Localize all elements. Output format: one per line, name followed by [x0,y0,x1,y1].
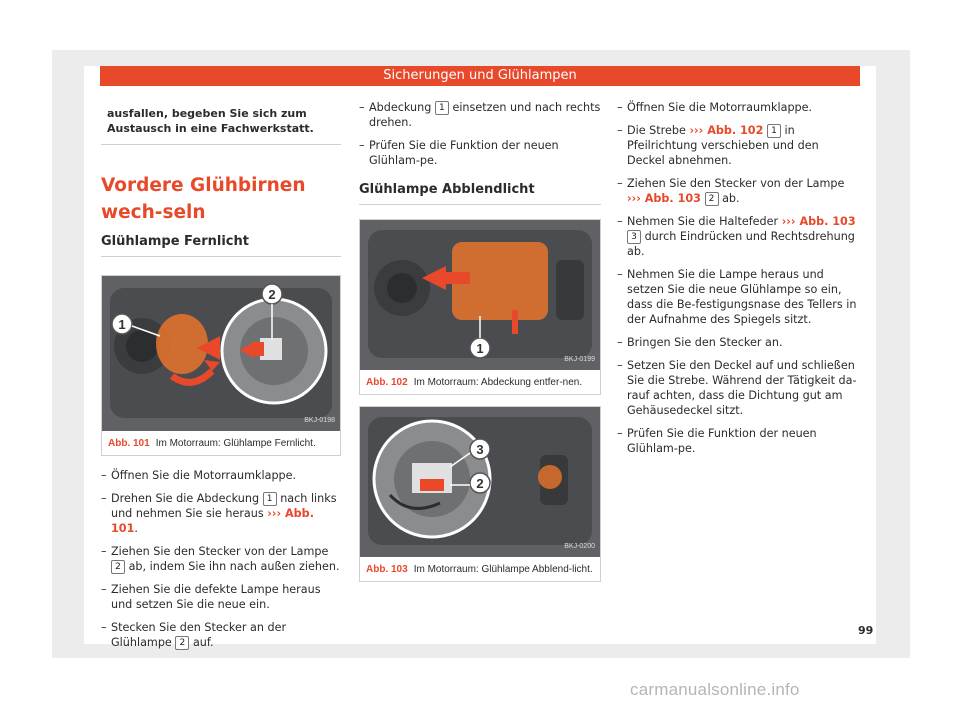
callout-number: 1 [263,492,277,506]
column-2 [359,100,601,582]
list-item: – Nehmen Sie die Haltefeder ››› Abb. 103 3 durch Eindrücken und Rechtsdrehung ab. [617,214,859,259]
figure-caption [360,370,600,394]
callout-number: 2 [705,192,719,206]
figure-ref-link[interactable]: ››› Abb. 103 [781,215,856,228]
list-item: – Die Strebe ››› Abb. 102 1 in Pfeilrichtung verschieben und den Deckel abnehmen. [617,123,859,168]
list-item: – Setzen Sie den Deckel auf und schließen Sie die Strebe. Während der Tätigkeit da-rauf achten, dass die Dichtung gut am Gehäusedeckel sitzt. [617,358,859,418]
figure-101-image [102,276,340,431]
list-item: – Prüfen Sie die Funktion der neuen Glühlam-pe. [617,426,859,456]
list-item: – Ziehen Sie den Stecker von der Lampe ››› Abb. 103 2 ab. [617,176,859,206]
figure-caption-text: Im Motorraum: Abdeckung entfer-nen. [413,377,583,388]
steps-list-3 [617,100,859,456]
figure-caption-text: Im Motorraum: Glühlampe Fernlicht. [155,438,316,449]
list-item: – Öffnen Sie die Motorraumklappe. [101,468,341,483]
figure-number: Abb. 101 [108,438,150,449]
callout-1: 1 [118,317,126,332]
callout-1: 1 [476,341,484,356]
figure-101 [101,275,341,456]
figure-number: Abb. 103 [366,564,408,575]
figure-102 [359,219,601,395]
figure-number: Abb. 102 [366,377,408,388]
list-item: – Stecken Sie den Stecker an der Glühlampe 2 auf. [101,620,341,650]
list-item: – Prüfen Sie die Funktion der neuen Glühlam-pe. [359,138,601,168]
callout-number: 2 [111,560,125,574]
subheading-abblendlicht: Glühlampe Abblendlicht [359,182,601,205]
callout-number: 1 [435,101,449,115]
column-3 [617,100,859,464]
figure-code: BKJ-0199 [564,356,595,363]
list-item: – Ziehen Sie den Stecker von der Lampe 2 ab, indem Sie ihn nach außen ziehen. [101,544,341,574]
steps-list-2 [359,100,601,168]
callout-3: 3 [476,442,484,457]
callout-2: 2 [268,287,276,302]
figure-caption [102,431,340,455]
headlamp-fernlicht-illustration [102,276,340,431]
callout-number: 2 [175,636,189,650]
list-item: – Abdeckung 1 einsetzen und nach rechts drehen. [359,100,601,130]
callout-number: 1 [767,124,781,138]
figure-code: BKJ-0198 [304,417,335,424]
figure-ref-link[interactable]: ››› Abb. 102 [689,124,764,137]
list-item: – Nehmen Sie die Lampe heraus und setzen Sie die neue Glühlampe so ein, dass die Be-festigungsnase des Tellers in der Aufnahme des Spiegels sitzt. [617,267,859,327]
column-1 [101,100,341,658]
list-item: – Ziehen Sie die defekte Lampe heraus und setzen Sie die neue ein. [101,582,341,612]
list-item: – Bringen Sie den Stecker an. [617,335,859,350]
figure-caption [360,557,600,581]
subheading-fernlicht: Glühlampe Fernlicht [101,234,341,257]
section-heading: Vordere Glühbirnen wech-seln [101,175,306,223]
headlamp-abblendlicht-illustration [360,407,600,557]
note-box: ausfallen, begeben Sie sich zum Austausch in eine Fachwerkstatt. [101,100,341,145]
headlamp-cover-illustration [360,220,600,370]
list-item: – Drehen Sie die Abdeckung 1 nach links und nehmen Sie sie heraus ››› Abb. 101. [101,491,341,536]
figure-103 [359,406,601,582]
figure-caption-text: Im Motorraum: Glühlampe Abblend-licht. [413,564,593,575]
steps-list-1 [101,468,341,650]
figure-ref-link[interactable]: ››› Abb. 101 [111,507,314,535]
watermark: carmanualsonline.info [630,680,800,699]
figure-ref-link[interactable]: ››› Abb. 103 [627,192,701,205]
figure-code: BKJ-0200 [564,543,595,550]
callout-2: 2 [476,476,484,491]
page-header: Sicherungen und Glühlampen [100,66,860,86]
figure-103-image [360,407,600,557]
list-item: – Öffnen Sie die Motorraumklappe. [617,100,859,115]
callout-number: 3 [627,230,641,244]
page-number: 99 [858,624,874,637]
figure-102-image [360,220,600,370]
